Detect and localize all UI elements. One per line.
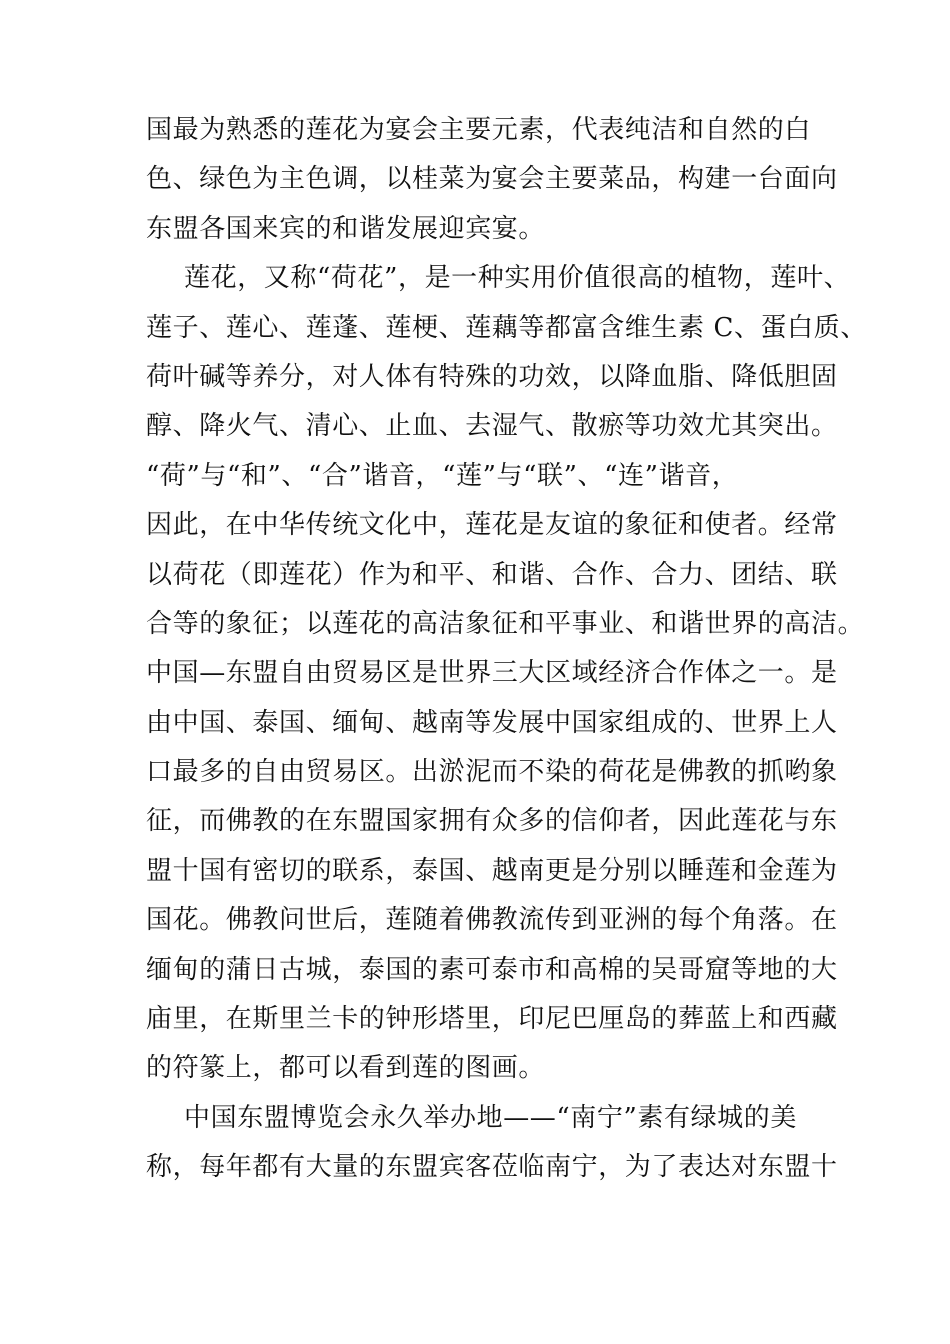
text-line: 缅甸的蒲日古城，泰国的素可泰市和高棉的吴哥窟等地的大 — [146, 954, 838, 985]
paragraph-start-line: 中国东盟博览会永久举办地——“南宁”素有绿城的美 — [184, 1102, 797, 1133]
text-line: 国花。佛教问世后，莲随着佛教流传到亚洲的每个角落。在 — [146, 905, 838, 936]
text-line: 以荷花（即莲花）作为和平、和谐、合作、合力、团结、联 — [146, 559, 838, 590]
text-line: 称，每年都有大量的东盟宾客莅临南宁，为了表达对东盟十 — [146, 1152, 838, 1183]
text-line: 因此，在中华传统文化中，莲花是友谊的象征和使者。经常 — [146, 510, 838, 541]
text-line: “荷”与“和”、“合”谐音，“莲”与“联”、“连”谐音， — [146, 460, 739, 491]
text-line: 庙里，在斯里兰卡的钟形塔里，印尼巴厘岛的葬蓝上和西藏 — [146, 1004, 838, 1035]
text-line: 国最为熟悉的莲花为宴会主要元素，代表纯洁和自然的白 — [146, 115, 812, 145]
text-line: 盟十国有密切的联系，泰国、越南更是分别以睡莲和金莲为 — [146, 855, 838, 886]
text-line: 荷叶碱等养分，对人体有特殊的功效，以降血脂、降低胆固 — [146, 361, 838, 392]
text-line: 莲子、莲心、莲蓬、莲梗、莲藕等都富含维生素 C、蛋白质、 — [146, 312, 867, 343]
text-line: 中国—东盟自由贸易区是世界三大区域经济合作体之一。是 — [146, 658, 838, 689]
text-line: 的符篆上，都可以看到莲的图画。 — [146, 1053, 546, 1084]
body-text — [146, 106, 867, 1193]
text-line: 征，而佛教的在东盟国家拥有众多的信仰者，因此莲花与东 — [146, 806, 838, 837]
text-line: 色、绿色为主色调，以桂菜为宴会主要菜品，构建一台面向 — [146, 164, 838, 195]
paragraph-start-line: 莲花，又称“荷花”，是一种实用价值很高的植物，莲叶、 — [184, 263, 851, 294]
text-line: 东盟各国来宾的和谐发展迎宾宴。 — [146, 213, 546, 244]
text-line: 合等的象征；以莲花的高洁象征和平事业、和谐世界的高洁。 — [146, 608, 865, 639]
text-line: 醇、降火气、清心、止血、去湿气、散瘀等功效尤其突出。 — [146, 411, 838, 442]
text-line: 口最多的自由贸易区。出淤泥而不染的荷花是佛教的抓哟象 — [146, 757, 838, 788]
text-line: 由中国、泰国、缅甸、越南等发展中国家组成的、世界上人 — [146, 707, 838, 738]
